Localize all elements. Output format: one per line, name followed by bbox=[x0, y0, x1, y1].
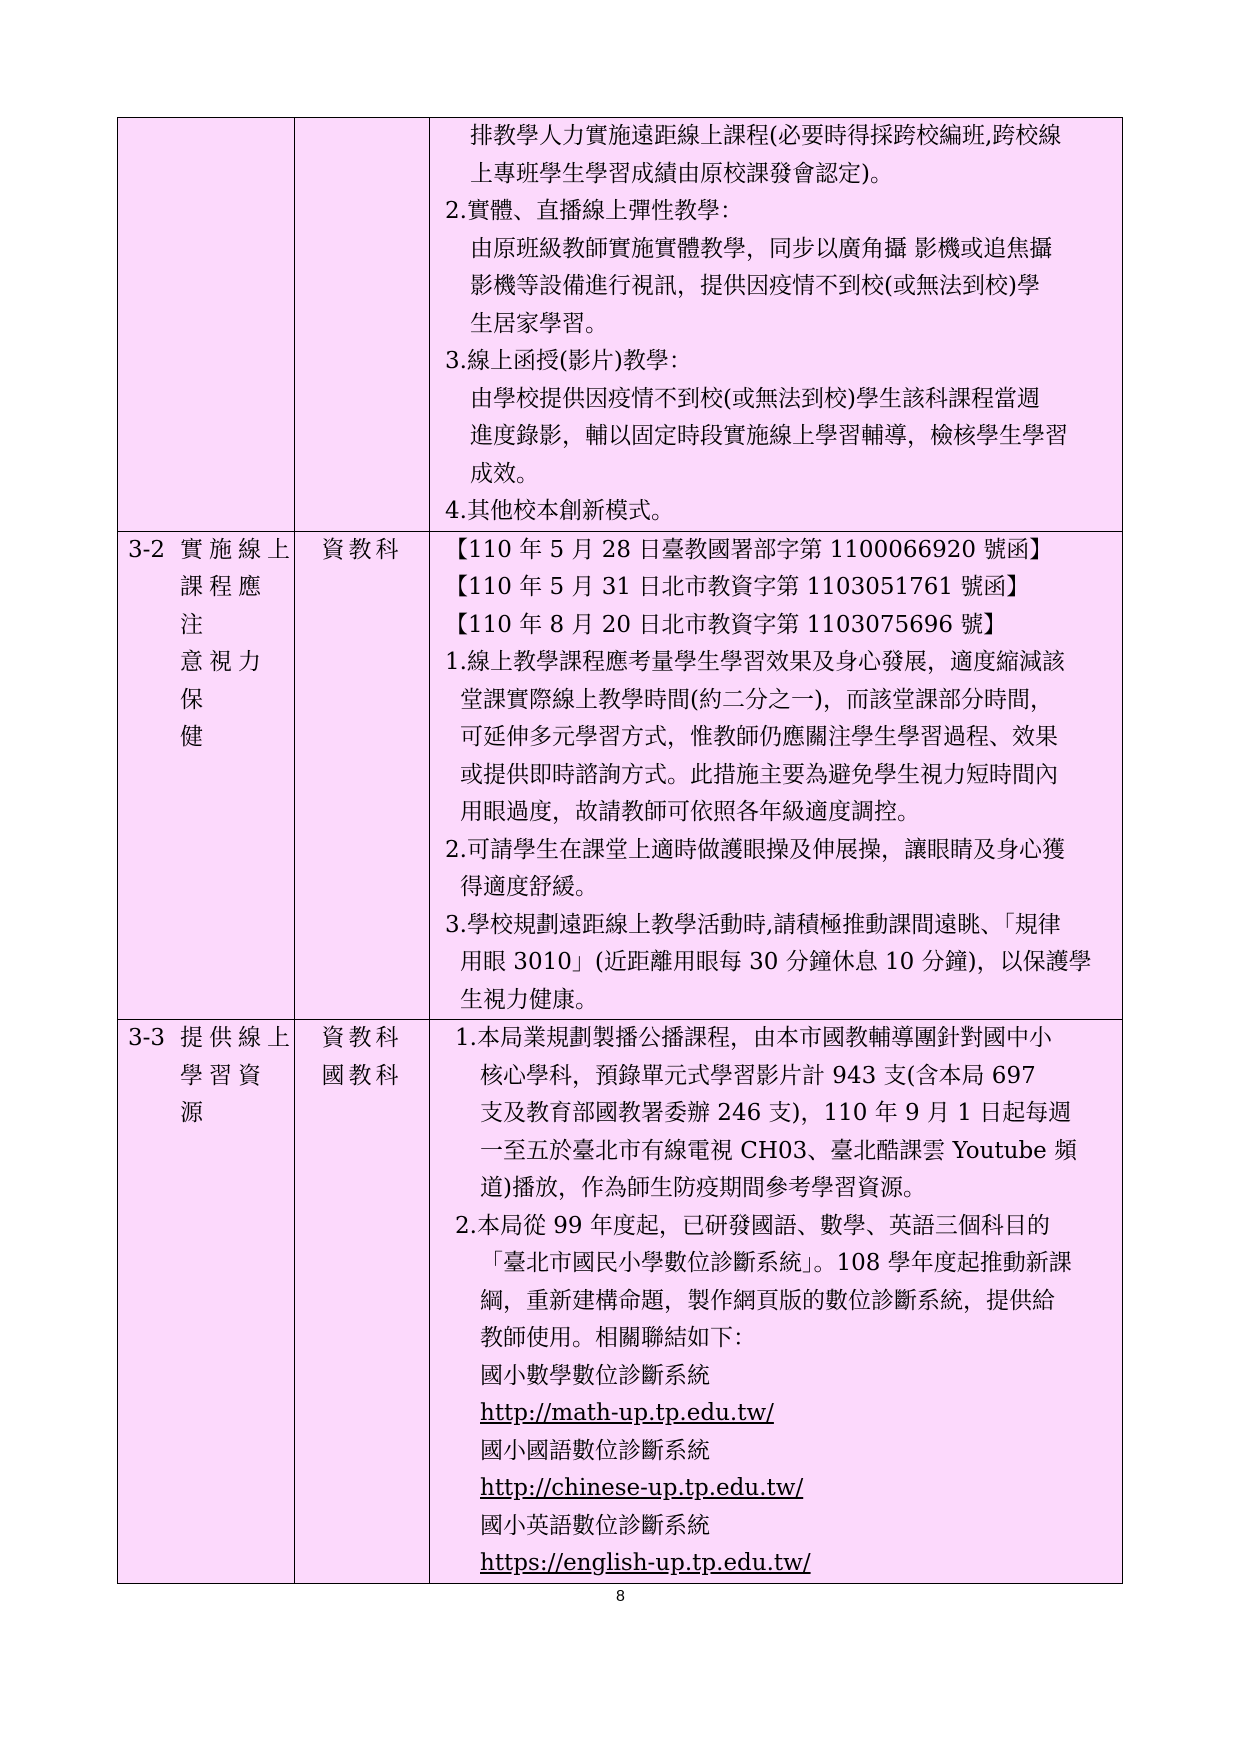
item-title: 提供線上 bbox=[180, 1025, 296, 1051]
content-line: 或提供即時諮詢方式。此措施主要為避免學生視力短時間內 bbox=[460, 761, 1058, 788]
content-line: 用眼過度，故請教師可依照各年級適度調控。 bbox=[460, 799, 920, 825]
department-cell bbox=[295, 1020, 430, 1584]
content-line: 支及教育部國教署委辦 246 支)，110 年 9 月 1 日起每週 bbox=[480, 1100, 1072, 1126]
content-line: 國小英語數位診斷系統 bbox=[480, 1512, 710, 1539]
item-title-rest bbox=[118, 1058, 294, 1133]
content-line: 1.線上教學課程應考量學生學習效果及身心發展，適度縮減該 bbox=[445, 649, 1065, 675]
content-cell bbox=[430, 118, 1123, 532]
department-name: 資教科 bbox=[321, 1025, 403, 1051]
item-title-line: 健 bbox=[180, 724, 209, 750]
content-line: 得適度舒緩。 bbox=[460, 874, 598, 900]
content-cell bbox=[430, 531, 1123, 1020]
content-line: 【110 年 5 月 28 日臺教國署部字第 1100066920 號函】 bbox=[445, 536, 1053, 563]
content-line: 影機等設備進行視訊，提供因疫情不到校(或無法到校)學 bbox=[470, 273, 1040, 299]
item-title-line: 意視力保 bbox=[180, 649, 267, 713]
content-line: 可延伸多元學習方式，惟教師仍應關注學生學習過程、效果 bbox=[460, 724, 1058, 750]
content-line: 一至五於臺北市有線電視 CH03、臺北酷課雲 Youtube 頻 bbox=[480, 1137, 1078, 1164]
item-number: 3-2 bbox=[128, 536, 166, 563]
department-cell bbox=[295, 118, 430, 532]
content-line: 上專班學生學習成績由原校課發會認定)。 bbox=[470, 160, 893, 187]
content-line: 2.可請學生在課堂上適時做護眼操及伸展操，讓眼睛及身心獲 bbox=[445, 836, 1065, 863]
content-line: 「臺北市國民小學數位診斷系統」。108 學年度起推動新課 bbox=[480, 1250, 1072, 1276]
content-line: 2.本局從 99 年度起，已研發國語、數學、英語三個科目的 bbox=[455, 1212, 1050, 1239]
content-line: 3.學校規劃遠距線上教學活動時,請積極推動課間遠眺、「規律 bbox=[445, 911, 1061, 938]
department-name: 國教科 bbox=[321, 1062, 403, 1089]
content-line: 3.線上函授(影片)教學： bbox=[445, 348, 692, 374]
content-line: 1.本局業規劃製播公播課程，由本市國教輔導團針對國中小 bbox=[455, 1025, 1052, 1051]
content-line: 綱，重新建構命題，製作網頁版的數位診斷系統，提供給 bbox=[480, 1287, 1055, 1314]
table-row-continued bbox=[118, 118, 1123, 532]
content-line: 教師使用。相關聯結如下： bbox=[480, 1325, 756, 1351]
item-cell bbox=[118, 118, 295, 532]
link-text[interactable]: http://chinese-up.tp.edu.tw/ bbox=[480, 1475, 804, 1501]
content-line: 4.其他校本創新模式。 bbox=[445, 498, 674, 524]
item-title: 實施線上 bbox=[180, 536, 296, 563]
item-title-rest bbox=[118, 569, 294, 757]
content-line: 【110 年 8 月 20 日北市教資字第 1103075696 號】 bbox=[445, 611, 1007, 638]
content-line: 生視力健康。 bbox=[460, 986, 598, 1013]
item-number: 3-3 bbox=[128, 1025, 166, 1051]
content-line: 用眼 3010」(近距離用眼每 30 分鐘休息 10 分鐘)，以保護學 bbox=[460, 949, 1092, 975]
content-line: 由原班級教師實施實體教學，同步以廣角攝 影機或追焦攝 bbox=[470, 235, 1053, 262]
page-number: 8 bbox=[616, 1588, 625, 1605]
content-line: 2.實體、直播線上彈性教學： bbox=[445, 198, 743, 224]
content-cell bbox=[430, 1020, 1123, 1584]
department-name: 資教科 bbox=[321, 536, 403, 563]
item-title-line: 課程應注 bbox=[180, 574, 267, 638]
table-row-3-3 bbox=[118, 1020, 1123, 1584]
content-line: 國小國語數位診斷系統 bbox=[480, 1437, 710, 1464]
content-line: 核心學科，預錄單元式學習影片計 943 支(含本局 697 bbox=[480, 1062, 1036, 1089]
content-line: 排教學人力實施遠距線上課程(必要時得採跨校編班,跨校線 bbox=[470, 123, 1062, 149]
content-line: 堂課實際線上教學時間(約二分之一)，而該堂課部分時間， bbox=[460, 686, 1053, 713]
item-cell bbox=[118, 531, 295, 1020]
link-text[interactable]: http://math-up.tp.edu.tw/ bbox=[480, 1400, 774, 1426]
content-line: 成效。 bbox=[470, 460, 539, 487]
link-text[interactable]: https://english-up.tp.edu.tw/ bbox=[480, 1550, 811, 1576]
content-line: 由學校提供因疫情不到校(或無法到校)學生該科課程當週 bbox=[470, 385, 1040, 412]
content-line: 【110 年 5 月 31 日北市教資字第 1103051761 號函】 bbox=[445, 574, 1030, 600]
content-line: 進度錄影，輔以固定時段實施線上學習輔導，檢核學生學習 bbox=[470, 423, 1068, 449]
content-line: 道)播放，作為師生防疫期間參考學習資源。 bbox=[480, 1175, 926, 1201]
item-title-line: 學習資源 bbox=[180, 1062, 267, 1126]
item-cell bbox=[118, 1020, 295, 1584]
content-line: 生居家學習。 bbox=[470, 310, 608, 337]
content-line: 國小數學數位診斷系統 bbox=[480, 1362, 710, 1389]
table-row-3-2 bbox=[118, 531, 1123, 1020]
department-cell bbox=[295, 531, 430, 1020]
content-table bbox=[117, 117, 1123, 1584]
